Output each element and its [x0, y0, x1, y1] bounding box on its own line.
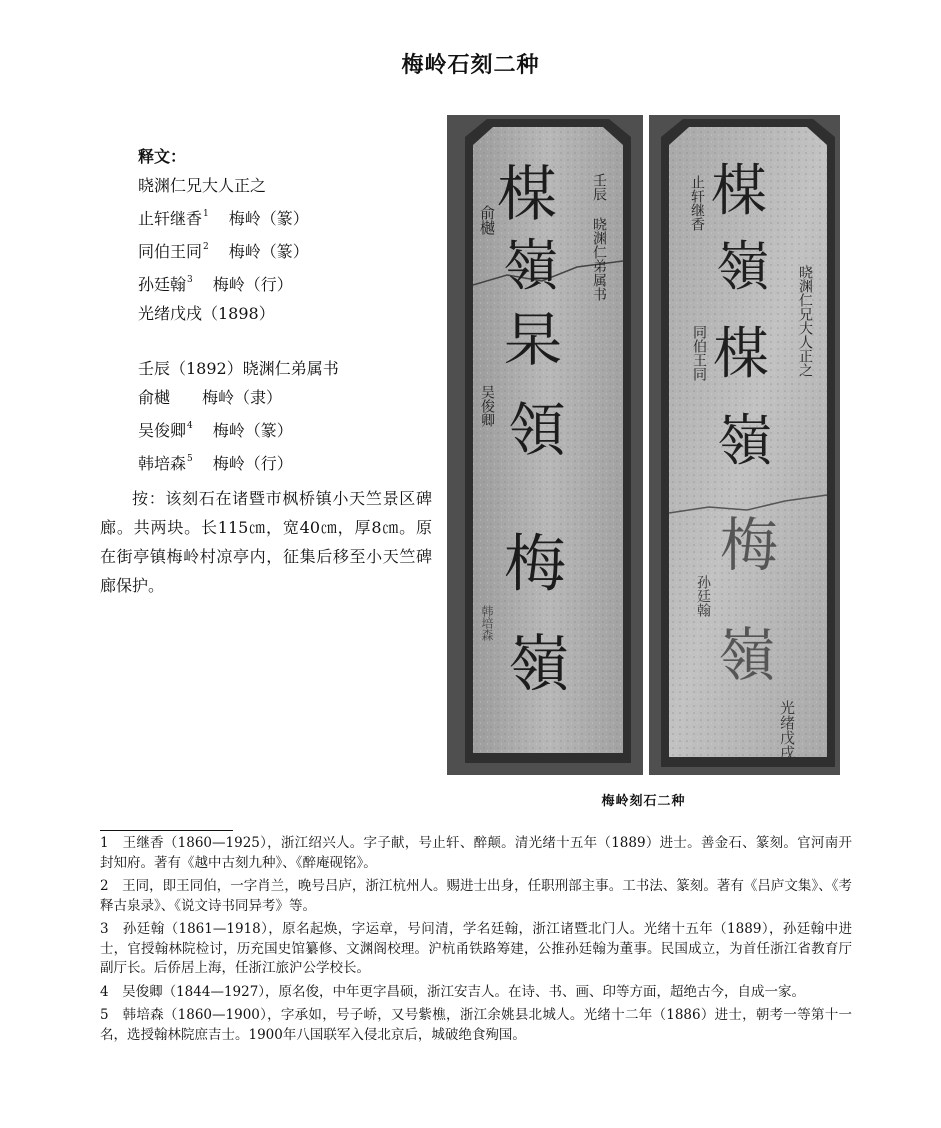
left-stone-char: 杲 [503, 306, 563, 374]
left-stone-inscription: 吴俊卿 [479, 385, 495, 427]
footnote: 3 孙廷翰（1861—1918），原名起焕，字运章，号问清，学名廷翰，浙江诸暨北门人。光绪十五年（1889），孙廷翰中进士，官授翰林院检讨，历充国史馆纂修、文渊阁校理。沪杭甬铁路筹建，公推孙廷翰为董事。民国成立，为首任浙江省教育厅副厅长。后侨居上海，任浙江旅沪公学校长。 [100, 921, 852, 976]
footnote-ref[interactable]: 4 [187, 421, 193, 431]
right-stone-inscription: 晓渊仁兄大人正之 [797, 265, 813, 377]
footnote-ref[interactable]: 2 [203, 242, 209, 252]
right-stone-inscription: 光绪戊戌 [778, 700, 796, 760]
right-stone-char: 嶺 [717, 409, 773, 474]
right-stone-char: 梅 [719, 511, 779, 579]
left-stone-char: 楳 [497, 160, 557, 230]
left-stone-char: 梅 [503, 527, 567, 600]
stone-tablets-photo [447, 115, 840, 775]
stone-tablets-illustration [447, 115, 840, 775]
footnote: 4 吴俊卿（1844—1927），原名俊，中年更字昌硕，浙江安吉人。在诗、书、画、印等方面，超绝古今，自成一家。 [100, 983, 806, 1000]
footnote: 2 王同，即王同伯，一字肖兰，晚号吕庐，浙江杭州人。赐进士出身，任职刑部主事。工书法、篆刻。著有《吕庐文集》、《考释古泉录》、《说文诗书同异考》等。 [100, 878, 852, 914]
footnote-ref[interactable]: 3 [187, 275, 193, 285]
right-stone-inscription: 同伯王同 [691, 325, 707, 381]
left-stone-inscription: 俞樾 [478, 205, 496, 235]
transcription-line: 晓渊仁兄大人正之 [138, 176, 267, 195]
right-stone-char: 楳 [713, 322, 769, 387]
left-stone-char: 嶺 [503, 234, 559, 299]
transcription-block [138, 142, 438, 478]
transcription-line: 吴俊卿$^4$ 梅岭（篆） [138, 421, 293, 440]
footnote-ref[interactable]: 5 [187, 454, 193, 464]
footnotes [100, 834, 852, 1049]
footnote: 5 韩培森（1860—1900），字承如，号子峤，又号紫樵，浙江余姚县北城人。光绪十二年（1886）进士，朝考一等第十一名，选授翰林院庶吉士。1900年八国联军入侵北京后，城破绝食殉国。 [100, 1007, 852, 1043]
transcription-line: 同伯王同$^2$ 梅岭（篆） [138, 242, 309, 261]
footnote: 1 王继香（1860—1925），浙江绍兴人。字子献，号止轩、醉颠。清光绪十五年（1889）进士。善金石、篆刻。官河南开封知府。著有《越中古刻九种》、《醉庵砚铭》。 [100, 835, 852, 871]
right-stone-char: 楳 [711, 159, 767, 224]
transcription-line: 孙廷翰$^3$ 梅岭（行） [138, 275, 293, 294]
left-stone-inscription: 壬辰 晓渊仁弟属书 [591, 173, 607, 301]
note-paragraph: 按：该刻石在诸暨市枫桥镇小天竺景区碑廊。共两块。长115㎝，宽40㎝，厚8㎝。原在街亭镇梅岭村凉亭内，征集后移至小天竺碑廊保护。 [100, 489, 432, 595]
left-stone-char: 領 [507, 396, 567, 464]
transcription-line: 止轩继香$^1$ 梅岭（篆） [138, 209, 309, 228]
right-stone-char: 嶺 [716, 235, 770, 298]
page-title: 梅岭石刻二种 [401, 53, 540, 78]
right-stone-char: 嶺 [717, 621, 777, 689]
transcription-line: 韩培森$^5$ 梅岭（行） [138, 454, 293, 473]
transcription-line: 光绪戊戌（1898） [138, 304, 275, 323]
transcription-label: 释文： [138, 147, 187, 166]
transcription-line: 俞樾 梅岭（隶） [138, 388, 283, 407]
transcription-line: 壬辰（1892）晓渊仁弟属书 [138, 359, 339, 378]
left-stone-inscription: 韩培森 [480, 605, 494, 641]
right-stone-inscription: 孙廷翰 [695, 575, 711, 617]
left-stone-char: 嶺 [507, 627, 571, 700]
photo-caption: 梅岭刻石二种 [601, 794, 686, 809]
right-stone-inscription: 止轩继香 [689, 175, 705, 231]
footnote-ref[interactable]: 1 [203, 209, 209, 219]
footnote-divider [100, 830, 233, 831]
